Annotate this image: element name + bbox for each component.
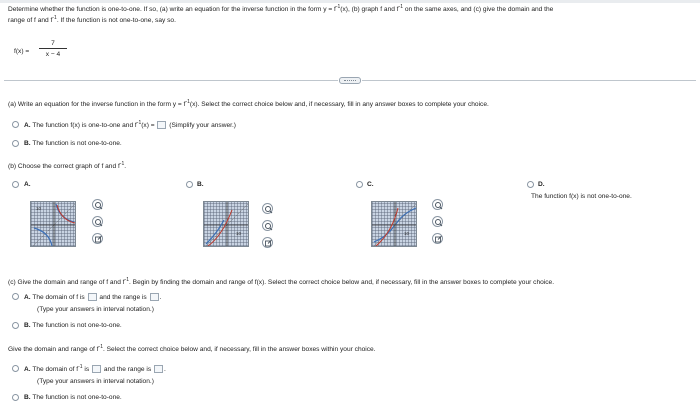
part-c2-prompt: Give the domain and range of $f^{-1}$. Select the correct choice below and, if necessary, fill in the answer boxes within your choice. [8,344,376,353]
graph-option-b-thumbnail[interactable] [203,201,249,247]
function-numerator: 7 [51,40,55,47]
part-b-option-a-letter: A. [24,181,31,188]
fraction-bar [39,48,67,49]
part-c2-option-b: B. The function is not one-to-one. [24,394,122,401]
function-lhs: f(x) = [14,48,30,55]
part-a-option-a: A. The function f(x) is one-to-one and $f^{-1}(x)$ = (Simplify your answer.) [24,120,236,129]
graph-a-tick-label: 10 [36,206,42,211]
part-c2-option-a: A. The domain of $f^{-1}$ is and the range is . [24,364,166,373]
zoom-in-icon[interactable] [262,203,273,214]
part-b-option-b-radio[interactable] [186,181,193,188]
part-c2-domain-finv-box[interactable] [92,365,101,373]
intro-line-2: range of f and $f^{-1}$. If the function is not one-to-one, say so. [8,15,176,24]
part-a-inverse-answer-box[interactable] [157,121,166,129]
part-c2-range-finv-box[interactable] [154,365,163,373]
part-b-option-d-text: The function f(x) is not one-to-one. [531,193,632,200]
expand-icon[interactable] [432,233,443,244]
intro-line-1: Determine whether the function is one-to-one. If so, (a) write an equation for the inverse function in the form $y = f^{-1}(x)$, (b) graph f and $f^{-1}$ on the same axes, and (c) give the domain and the [8,4,554,13]
zoom-out-icon[interactable] [432,216,443,227]
part-a-option-a-radio[interactable] [12,121,19,128]
part-c2-option-a-hint: (Type your answers in interval notation.) [37,378,154,385]
zoom-out-icon[interactable] [92,216,103,227]
expand-toggle-button[interactable] [339,77,361,84]
part-c-option-a: A. The domain of f is and the range is . [24,294,162,301]
zoom-in-icon[interactable] [92,199,103,210]
zoom-in-icon[interactable] [432,199,443,210]
expand-icon[interactable] [262,237,273,248]
top-strip [0,0,700,3]
part-b-option-c-radio[interactable] [356,181,363,188]
part-c-prompt: (c) Give the domain and range of f and $f^{-1}$. Begin by finding the domain and range of f(x). Select the correct choice below and, if necessary, fill in the answer boxes to complete your choice. [8,277,555,286]
part-c-domain-f-box[interactable] [88,293,97,301]
graph-option-c-thumbnail[interactable] [371,201,417,247]
part-c2-option-b-radio[interactable] [12,394,19,401]
divider-left [4,80,338,81]
divider-right [362,80,696,81]
part-b-option-a-radio[interactable] [12,181,19,188]
part-c-option-b-radio[interactable] [12,322,19,329]
part-b-option-b-letter: B. [197,181,204,188]
part-b-option-d-radio[interactable] [527,181,534,188]
part-b-option-d-letter: D. [538,181,545,188]
part-b-option-c-letter: C. [367,181,374,188]
function-denominator: x − 4 [45,51,61,58]
expand-icon[interactable] [92,233,103,244]
graph-b-tick-label: 10 [236,231,242,236]
part-c-option-b: B. The function is not one-to-one. [24,322,122,329]
part-a-option-b: B. The function is not one-to-one. [24,140,122,147]
part-a-prompt: (a) Write an equation for the inverse function in the form $y = f^{-1}(x)$. Select the correct choice below and, if necessary, fill in any answer boxes to complete your choice. [8,99,489,108]
zoom-out-icon[interactable] [262,220,273,231]
part-c2-option-a-radio[interactable] [12,365,19,372]
part-b-prompt: (b) Choose the correct graph of f and $f^{-1}$. [8,161,127,170]
part-c-option-a-radio[interactable] [12,293,19,300]
part-c-option-a-hint: (Type your answers in interval notation.) [37,306,154,313]
part-c-range-f-box[interactable] [150,293,159,301]
part-a-option-b-radio[interactable] [12,140,19,147]
graph-c-tick-label: 10 [404,231,410,236]
